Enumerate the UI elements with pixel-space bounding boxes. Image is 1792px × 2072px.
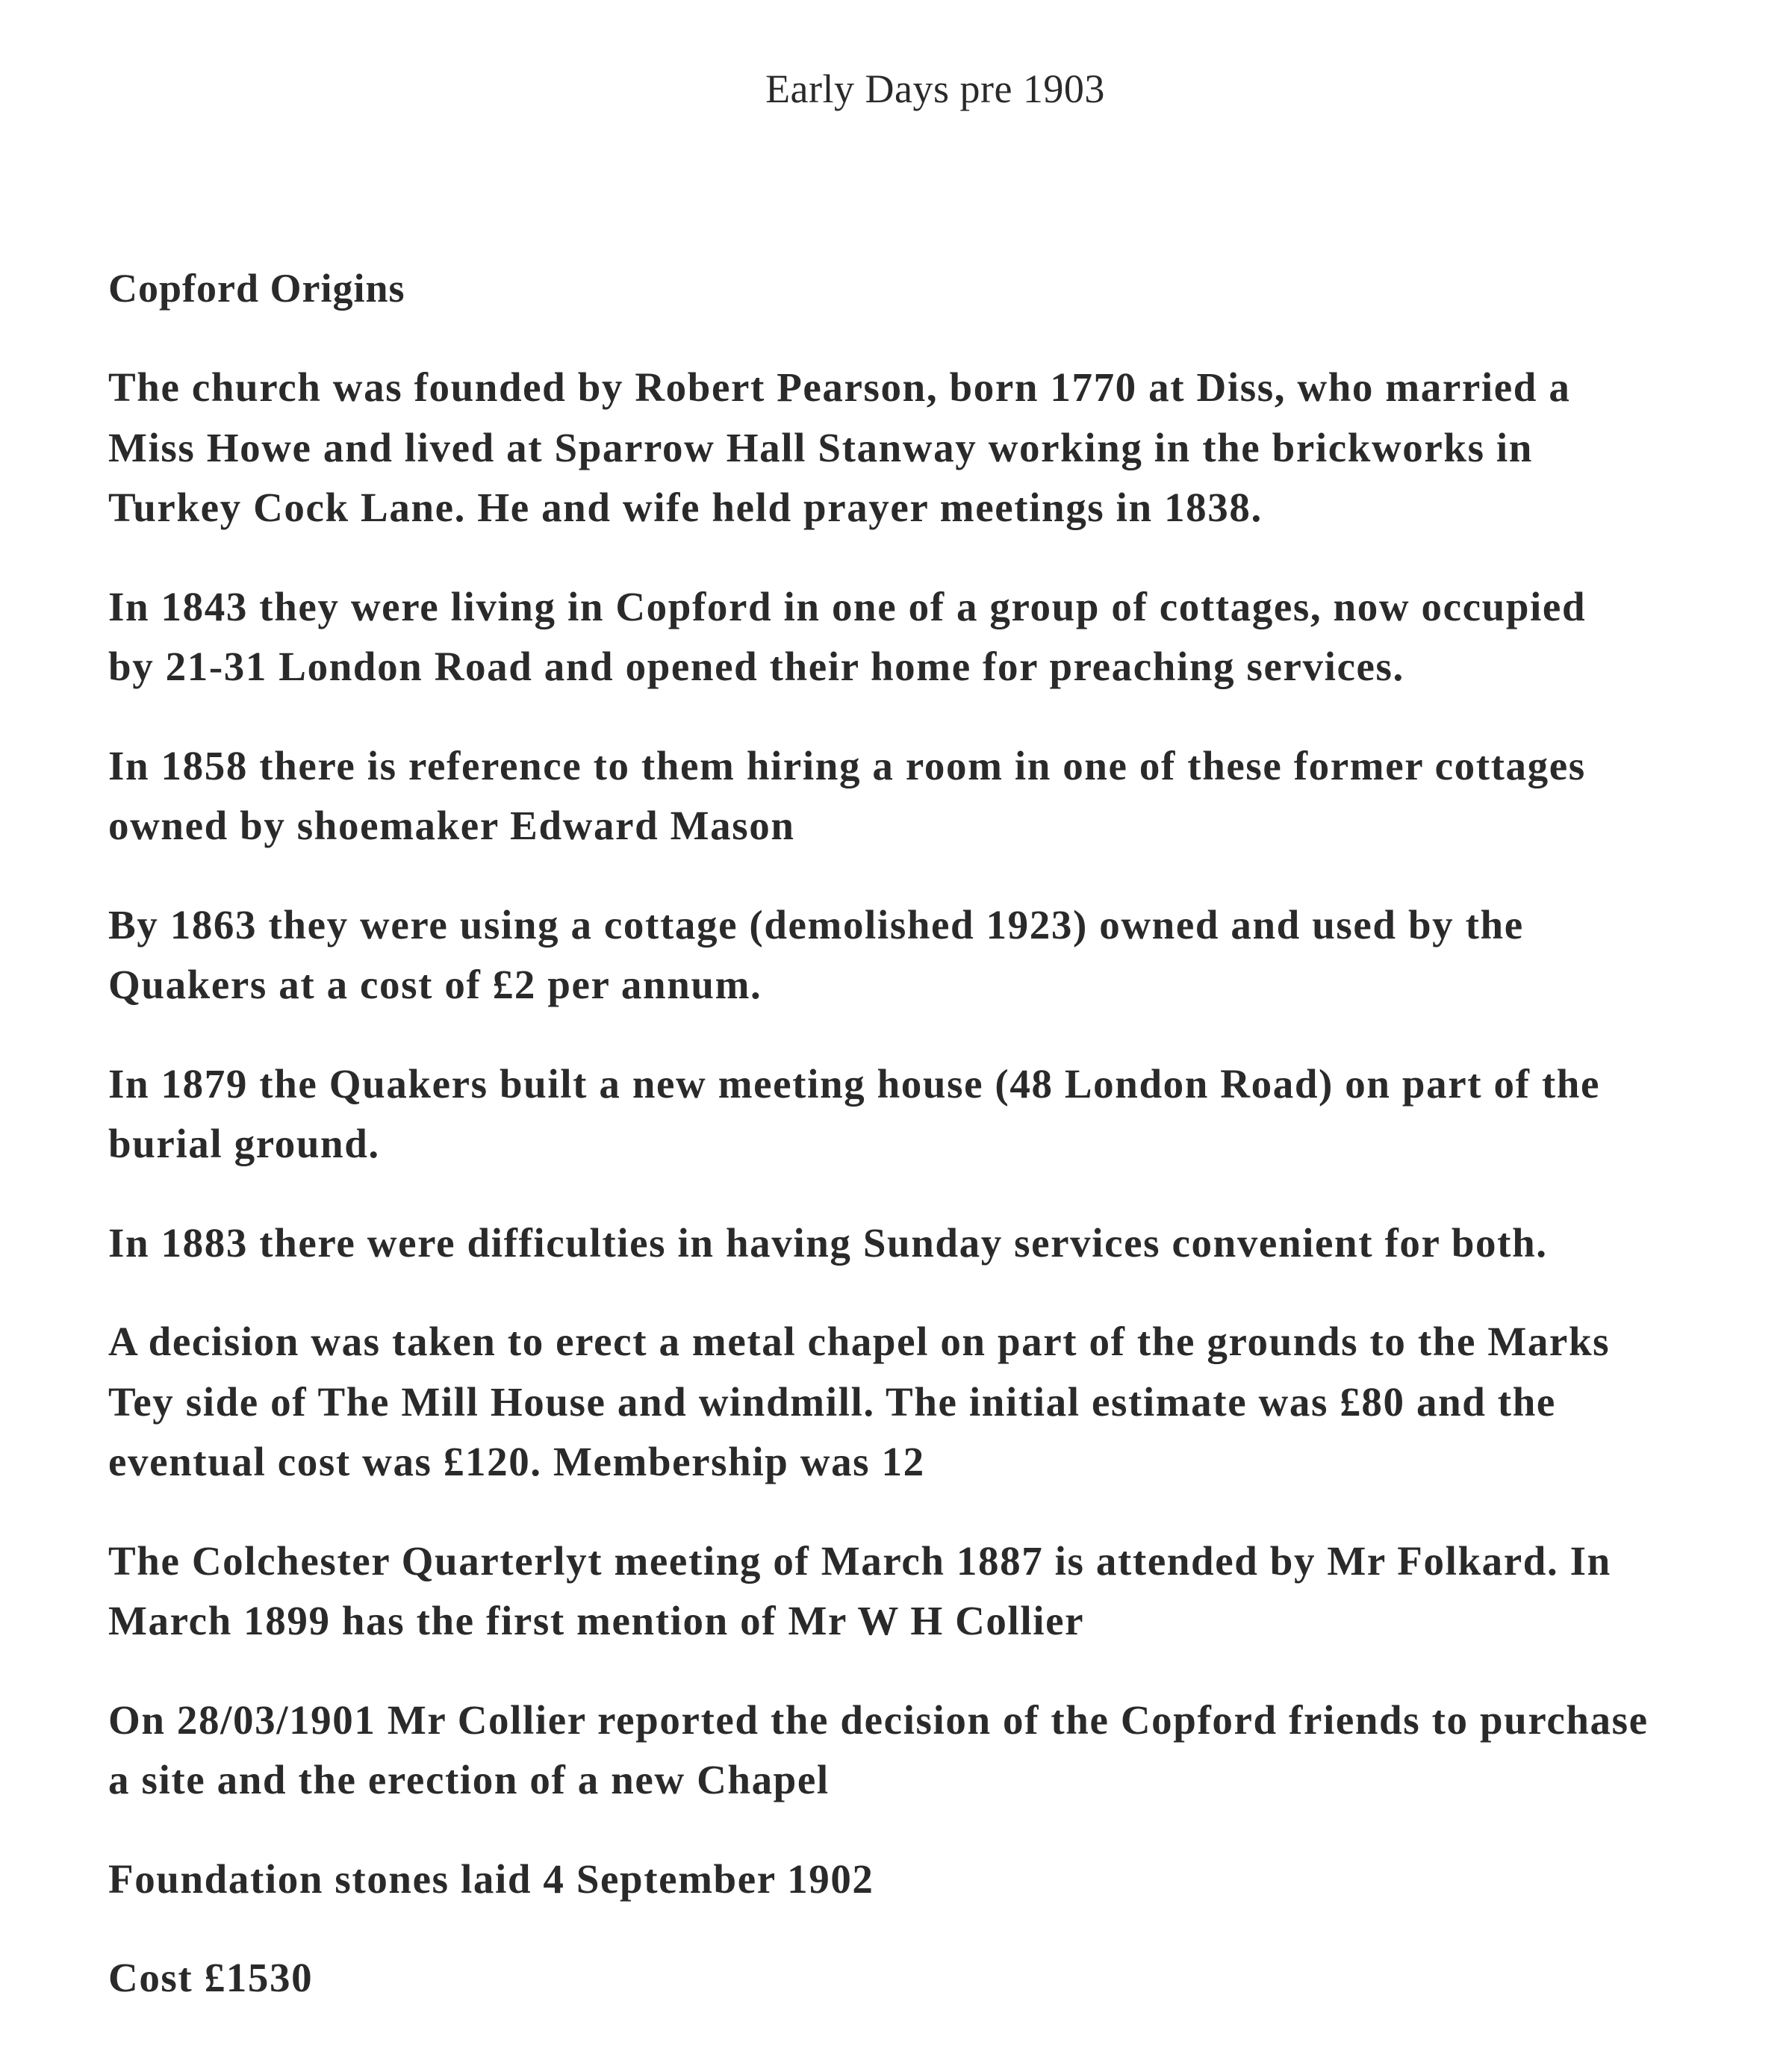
paragraph-line: Turkey Cock Lane. He and wife held prayer meetings in 1838. [108, 485, 1263, 530]
paragraph-line: Cost £1530 [108, 1955, 314, 2000]
paragraph-line: The Colchester Quarterlyt meeting of March 1887 is attended by Mr Folkard. In [108, 1537, 1611, 1584]
paragraph [108, 1948, 1773, 2009]
paragraph-line: eventual cost was £120. Membership was 12 [108, 1439, 925, 1484]
section-heading: Copford Origins [108, 266, 405, 311]
paragraph [108, 358, 1773, 538]
paragraph-line: In 1879 the Quakers built a new meeting house (48 London Road) on part of the [108, 1060, 1600, 1107]
paragraph-line: owned by shoemaker Edward Mason [108, 803, 795, 848]
paragraph [108, 1690, 1773, 1811]
paragraph-line: Quakers at a cost of £2 per annum. [108, 962, 762, 1007]
paragraph-line: In 1883 there were difficulties in having Sunday services convenient for both. [108, 1219, 1548, 1266]
paragraph-line: In 1843 they were living in Copford in one of a group of cottages, now occupied [108, 583, 1587, 629]
paragraph-line: burial ground. [108, 1121, 380, 1166]
paragraph [108, 1849, 1773, 1910]
paragraph-line: Foundation stones laid 4 September 1902 [108, 1855, 874, 1902]
paragraph-line: In 1858 there is reference to them hiring a room in one of these former cottages [108, 742, 1586, 788]
paragraph-line: by 21-31 London Road and opened their home for preaching services. [108, 644, 1404, 689]
paragraph-line: March 1899 has the first mention of Mr W H Collier [108, 1598, 1085, 1643]
document-body [108, 258, 1773, 2047]
paragraph-line: A decision was taken to erect a metal chapel on part of the grounds to the Marks [108, 1319, 1611, 1364]
paragraph-line: Tey side of The Mill House and windmill. The initial estimate was £80 and the [108, 1378, 1556, 1425]
paragraph-line: Miss Howe and lived at Sparrow Hall Stanway working in the brickworks in [108, 424, 1533, 470]
paragraph [108, 1312, 1773, 1493]
paragraph [108, 736, 1773, 856]
paragraph-line: a site and the erection of a new Chapel [108, 1757, 830, 1802]
paragraph [108, 895, 1773, 1015]
paragraph-line: On 28/03/1901 Mr Collier reported the decision of the Copford friends to purchase [108, 1696, 1649, 1743]
paragraph [108, 1054, 1773, 1175]
paragraph [108, 1531, 1773, 1652]
paragraph-line: By 1863 they were using a cottage (demolished 1923) owned and used by the [108, 901, 1524, 948]
paragraph-line: The church was founded by Robert Pearson, born 1770 at Diss, who married a [108, 364, 1571, 410]
document-title: Early Days pre 1903 [765, 66, 1105, 111]
paragraph [108, 1213, 1773, 1274]
paragraph [108, 577, 1773, 697]
paragraph-list [108, 358, 1773, 2009]
